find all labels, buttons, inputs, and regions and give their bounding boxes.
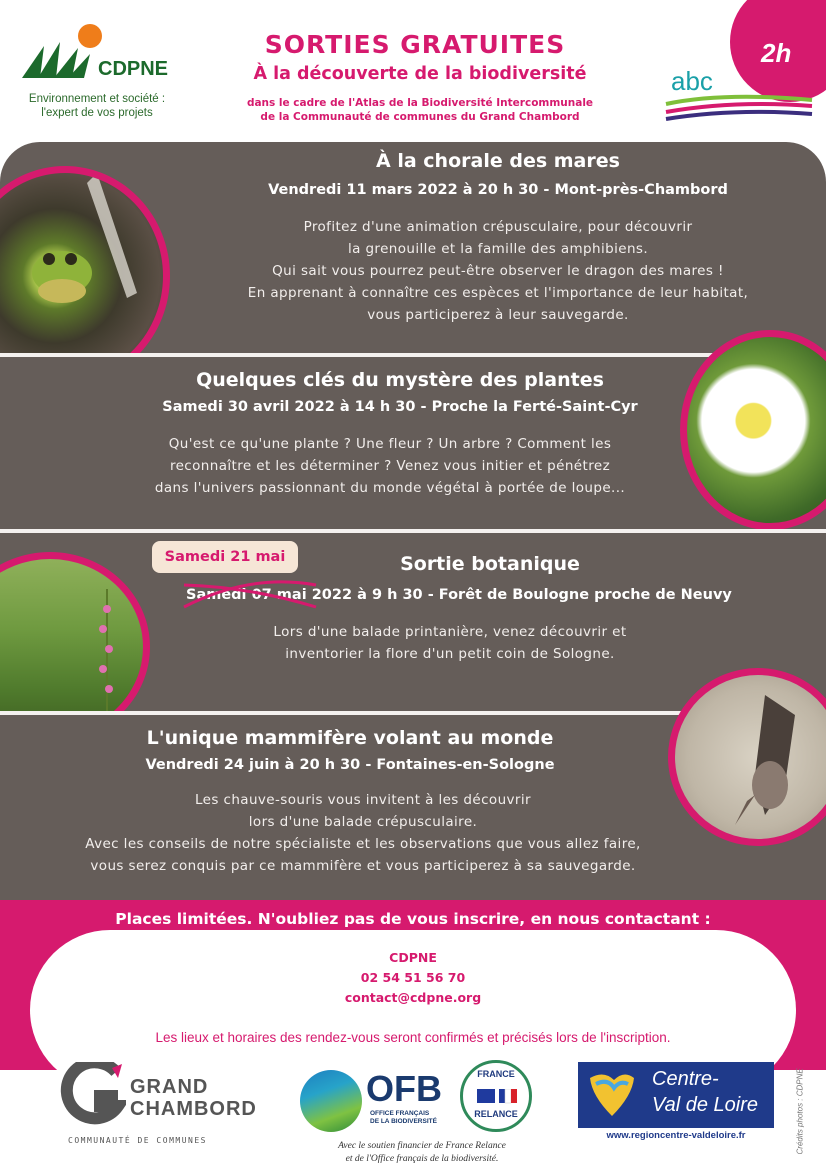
cdpne-logo-icon: [18, 22, 108, 82]
event-1-line: Profitez d'une animation crépusculaire, pour découvrir: [303, 219, 693, 235]
support-note: [292, 1140, 552, 1166]
ofb-logo: [300, 1064, 460, 1134]
event-4-line: Les chauve-souris vous invitent à les découvrir: [195, 792, 531, 808]
grand-chambord-g-icon: [60, 1062, 126, 1126]
event-3-old-date: Samedi 07 mai: [186, 587, 307, 603]
event-4-line: vous serez conquis par ce mammifère et vous participerez à sa sauvegarde.: [90, 858, 636, 874]
cdpne-tagline: [12, 92, 182, 120]
event-2-description: [40, 433, 740, 499]
region-name-1: Centre-: [652, 1068, 719, 1090]
header: [0, 0, 826, 142]
contact-block: [0, 948, 826, 1008]
event-1-line: la grenouille et la famille des amphibiens.: [347, 241, 649, 257]
chambord-word: CHAMBORD: [130, 1098, 257, 1120]
ofb-wordmark: OFB: [366, 1068, 442, 1109]
duration-label: 2h: [761, 38, 792, 68]
event-4-description: [0, 789, 726, 877]
page-title: SORTIES GRATUITES: [264, 30, 566, 59]
support-line-2: et de l'Office français de la biodiversité.: [345, 1154, 499, 1164]
context-line-2: de la Communauté de communes du Grand Chambord: [260, 111, 580, 123]
contact-phone[interactable]: 02 54 51 56 70: [360, 970, 466, 985]
abc-swoosh-icon: [664, 92, 814, 122]
abc-logo-text: abc: [671, 66, 713, 96]
event-2-line: Qu'est ce qu'une plante ? Une fleur ? Un arbre ? Comment les: [168, 436, 612, 452]
tagline-line-2: l'expert de vos projets: [41, 107, 153, 119]
event-3-description: [200, 621, 700, 665]
relance-top: FRANCE: [477, 1069, 515, 1079]
tagline-line-1: Environnement et société :: [28, 93, 166, 105]
region-name-2: Val de Loire: [652, 1094, 758, 1116]
page-subtitle: À la découverte de la biodiversité: [253, 64, 587, 84]
grand-word: GRAND: [130, 1076, 209, 1098]
signup-banner-text: Places limitées. N'oubliez pas de vous inscrire, en nous contactant :: [115, 910, 711, 928]
relance-bottom: RELANCE: [474, 1109, 518, 1119]
eu-flag-icon: [477, 1089, 517, 1105]
event-4-date: Vendredi 24 juin à 20 h 30 - Fontaines-en-Sologne: [145, 757, 555, 773]
region-logo: [578, 1062, 774, 1128]
region-url[interactable]: www.regioncentre-valdeloire.fr: [606, 1130, 746, 1141]
event-4-line: lors d'une balade crépusculaire.: [248, 814, 478, 830]
event-1-date: Vendredi 11 mars 2022 à 20 h 30 - Mont-près-Chambord: [268, 182, 728, 198]
grand-chambord-logo: [50, 1062, 260, 1152]
event-1-line: vous participerez à leur sauvegarde.: [367, 307, 629, 323]
bat-icon: [675, 675, 826, 843]
event-3-new-date-badge: Samedi 21 mai: [152, 541, 298, 573]
event-1-line: Qui sait vous pourrez peut-être observer le dragon des mares !: [272, 263, 724, 279]
cdpne-wordmark: CDPNE: [98, 58, 169, 80]
event-3-line: Lors d'une balade printanière, venez découvrir et: [273, 624, 627, 640]
event-2-line: reconnaître et les déterminer ? Venez vous initier et pénétrez: [169, 458, 611, 474]
ofb-subtitle: [370, 1110, 437, 1126]
event-3-date-rest: 2022 à 9 h 30 - Forêt de Boulogne proche de Neuvy: [306, 587, 732, 603]
support-line-1: Avec le soutien financier de France Relance: [338, 1141, 506, 1151]
photo-credits: Crédits photos : CDPNE: [795, 1068, 805, 1155]
event-2-date: Samedi 30 avril 2022 à 14 h 30 - Proche la Ferté-Saint-Cyr: [162, 399, 638, 415]
event-3-line: inventorier la flore d'un petit coin de Sologne.: [285, 646, 615, 662]
event-1-title: À la chorale des mares: [376, 150, 620, 172]
ofb-sub-line-1: OFFICE FRANÇAIS: [370, 1110, 430, 1117]
context-line: [190, 96, 650, 124]
event-3-title: Sortie botanique: [400, 553, 580, 575]
france-relance-logo: [460, 1060, 532, 1132]
event-4-title: L'unique mammifère volant au monde: [146, 727, 554, 749]
event-2-line: dans l'univers passionnant du monde végétal à portée de loupe...: [154, 480, 626, 496]
ofb-globe-icon: [300, 1070, 362, 1132]
ofb-sub-line-2: DE LA BIODIVERSITÉ: [370, 1118, 437, 1125]
context-line-1: dans le cadre de l'Atlas de la Biodiversité Intercommunale: [246, 97, 594, 109]
contact-email[interactable]: contact@cdpne.org: [344, 990, 482, 1005]
region-emblem-icon: [584, 1070, 638, 1120]
contact-name: CDPNE: [389, 950, 437, 965]
event-2-title: Quelques clés du mystère des plantes: [196, 369, 604, 391]
event-1-line: En apprenant à connaître ces espèces et l'importance de leur habitat,: [247, 285, 749, 301]
event-4-line: Avec les conseils de notre spécialiste et les observations que vous allez faire,: [85, 836, 641, 852]
strikethrough-cross-icon: [180, 577, 320, 615]
event-1-description: [170, 216, 826, 326]
grand-chambord-subtitle: COMMUNAUTÉ DE COMMUNES: [68, 1136, 207, 1145]
signup-note: Les lieux et horaires des rendez-vous seront confirmés et précisés lors de l'inscription.: [155, 1030, 671, 1045]
